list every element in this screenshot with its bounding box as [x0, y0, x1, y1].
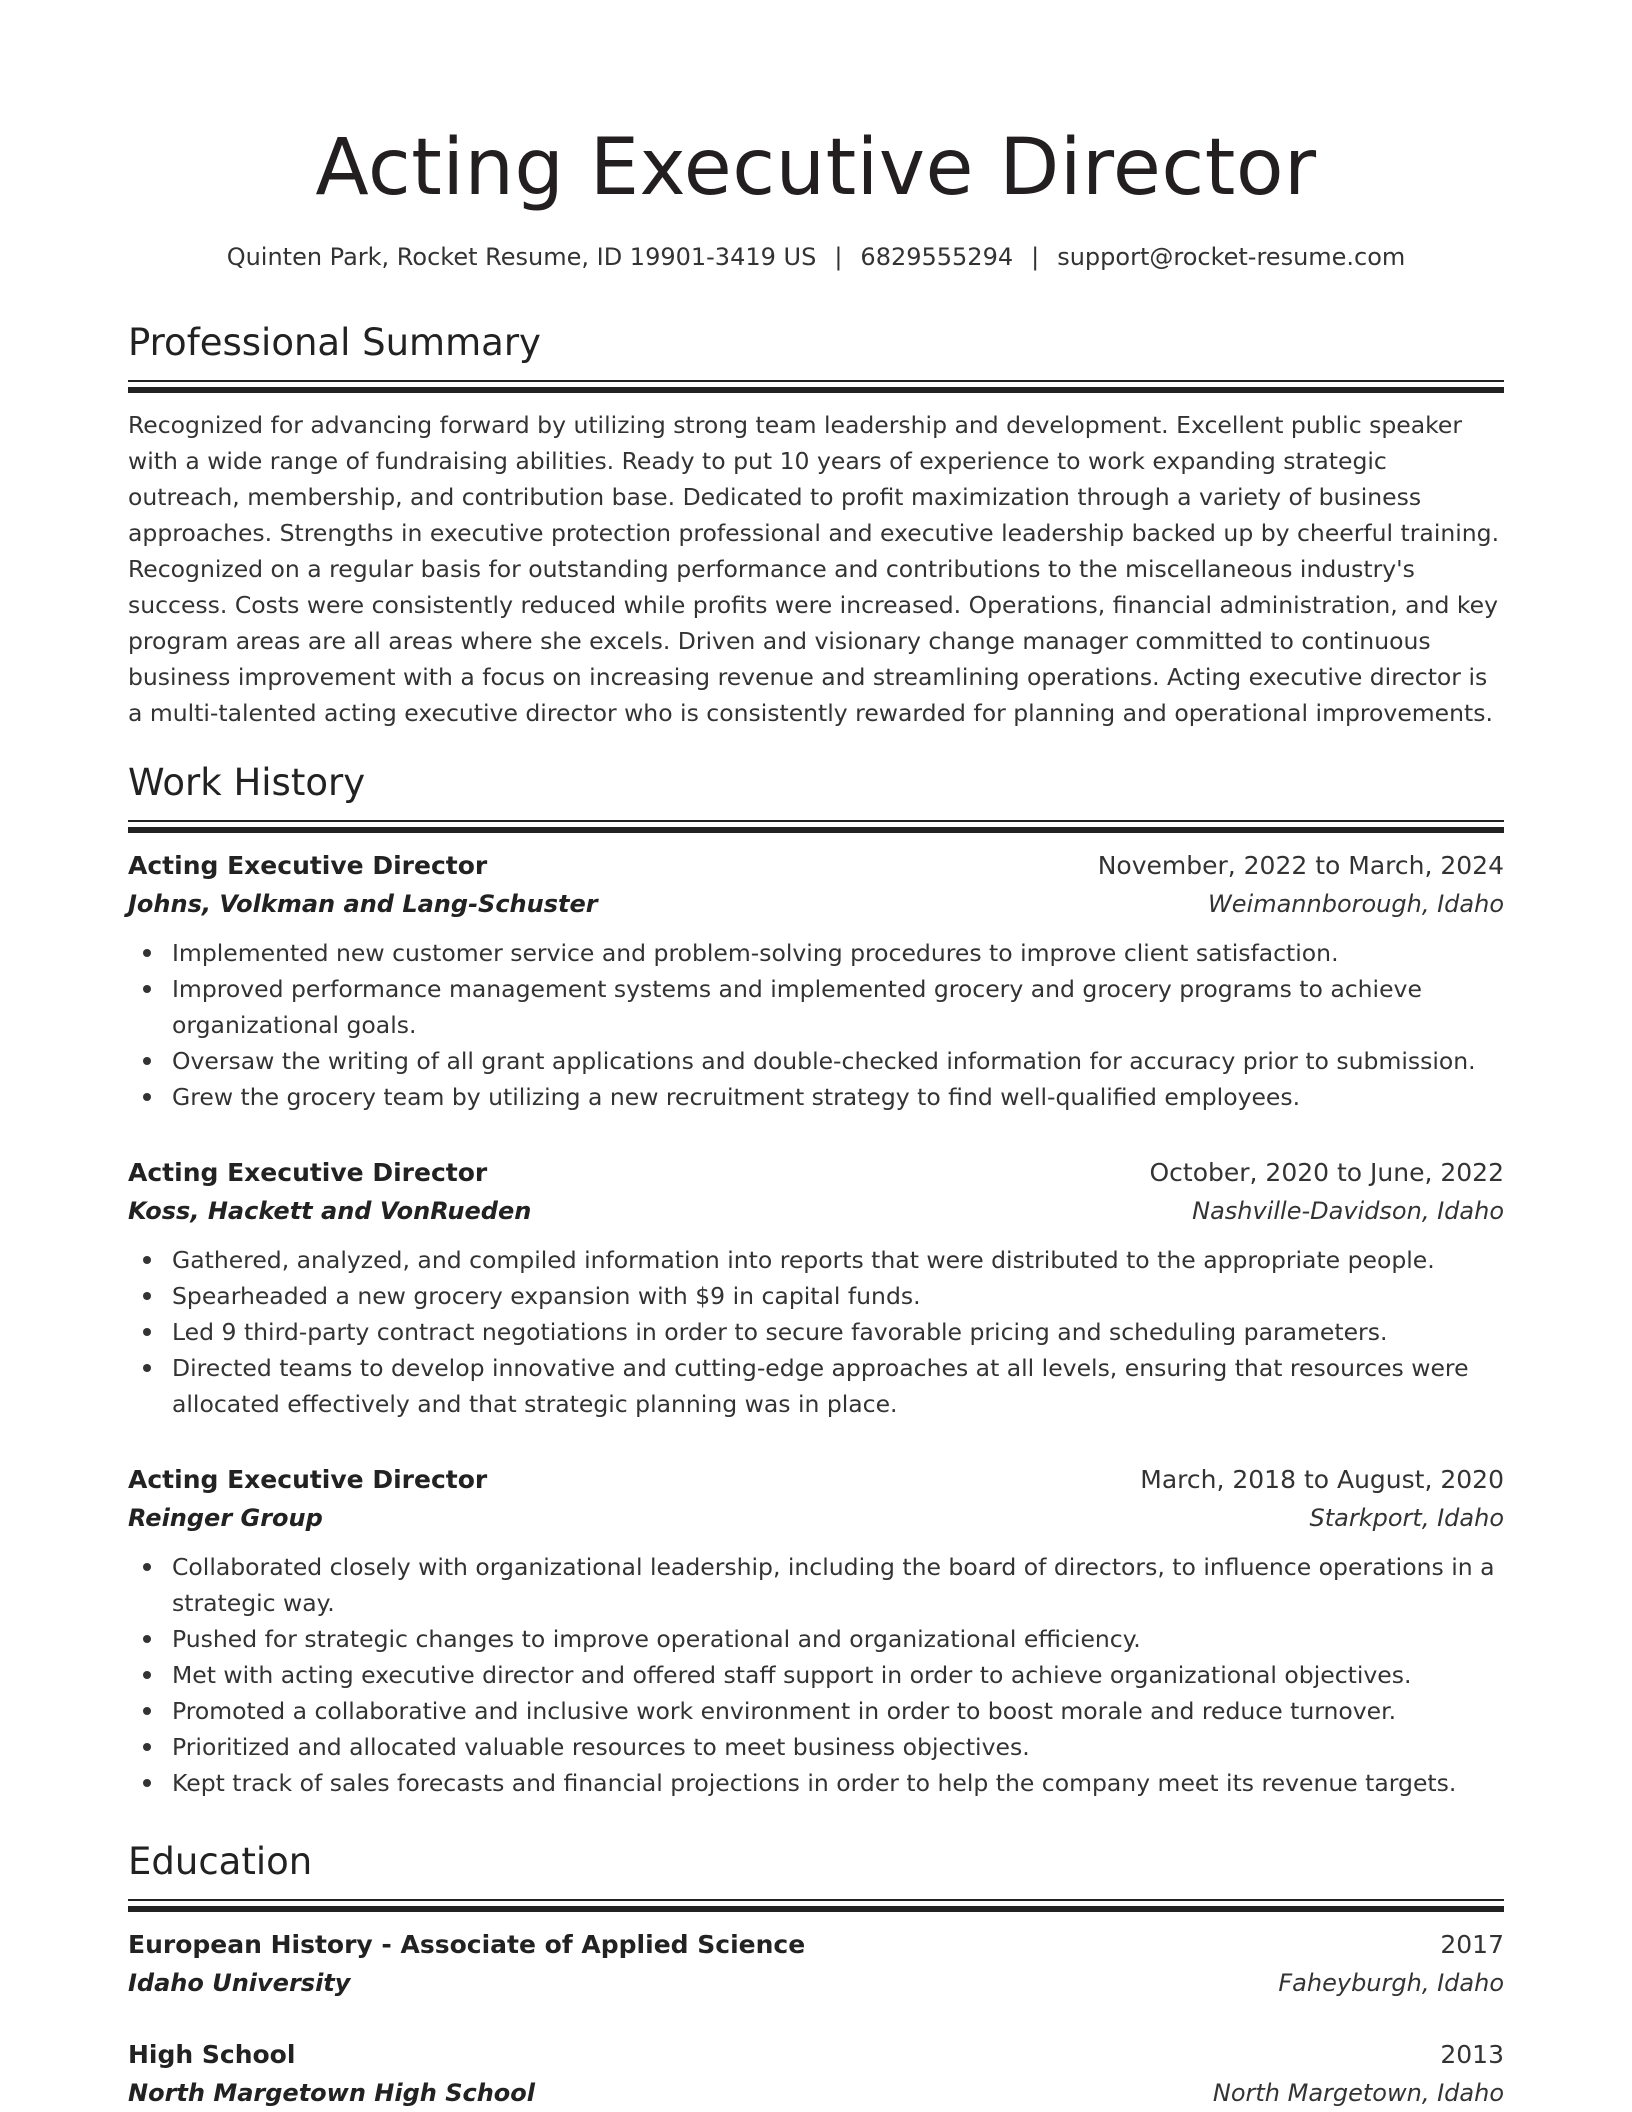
section-divider-thick	[128, 1906, 1504, 1912]
degree-title: High School	[128, 2040, 296, 2069]
job-location: Nashville-Davidson, Idaho	[1192, 1197, 1504, 1225]
job-bullet: Met with acting executive director and offered staff support in order to achieve organizational objectives.	[172, 1657, 1504, 1693]
school-name: Idaho University	[128, 1969, 351, 1997]
education-entry	[128, 2036, 1504, 2112]
section-divider-thick	[128, 387, 1504, 393]
job-bullet: Pushed for strategic changes to improve operational and organizational efficiency.	[172, 1621, 1504, 1657]
job-bullet: Collaborated closely with organizational leadership, including the board of directors, to influence operations in a strategic way.	[172, 1549, 1504, 1621]
section-title: Education	[128, 1840, 313, 1883]
graduation-year: 2017	[1440, 1930, 1504, 1959]
company-name: Koss, Hackett and VonRueden	[128, 1197, 532, 1225]
contact-separator: |	[834, 243, 843, 271]
education-section	[128, 1837, 1504, 1912]
summary-section	[128, 318, 1504, 731]
section-title: Professional Summary	[128, 321, 541, 364]
section-divider-thick	[128, 827, 1504, 833]
section-divider	[128, 380, 1504, 382]
company-name: Reinger Group	[128, 1504, 323, 1532]
summary-text: Recognized for advancing forward by utilizing strong team leadership and development. Excellent public speaker with a wide range of fundraising abilities. Ready to put 10 years of experience to work expanding strategic outreach, membership, and contribution base. Dedicated to profit maximization through a variety of business approaches. Strengths in executive protection professional and executive leadership backed up by cheerful training. Recognized on a regular basis for outstanding performance and contributions to the miscellaneous industry's success. Costs were consistently reduced while profits were increased. Operations, financial administration, and key program areas are all areas where she excels. Driven and visionary change manager committed to continuous business improvement with a focus on increasing revenue and streamlining operations. Acting executive director is a multi-talented acting executive director who is consistently rewarded for planning and operational improvements.	[128, 411, 1500, 727]
job-bullet: Kept track of sales forecasts and financial projections in order to help the company meet its revenue targets.	[172, 1765, 1504, 1801]
job-bullets	[128, 1549, 1504, 1801]
degree-title: European History - Associate of Applied Science	[128, 1930, 806, 1959]
job-bullet: Prioritized and allocated valuable resources to meet business objectives.	[172, 1729, 1504, 1765]
job-bullet: Spearheaded a new grocery expansion with $9 in capital funds.	[172, 1278, 1504, 1314]
job-bullet: Implemented new customer service and problem-solving procedures to improve client satisfaction.	[172, 935, 1504, 971]
section-divider	[128, 820, 1504, 822]
job-entry	[128, 1154, 1504, 1422]
work-history-section	[128, 758, 1504, 833]
company-name: Johns, Volkman and Lang-Schuster	[128, 890, 598, 918]
school-location: North Margetown, Idaho	[1212, 2079, 1504, 2107]
job-title: Acting Executive Director	[128, 1158, 488, 1187]
job-bullet: Improved performance management systems and implemented grocery and grocery programs to achieve organizational goals.	[172, 971, 1504, 1043]
job-location: Weimannborough, Idaho	[1208, 890, 1504, 918]
job-bullet: Directed teams to develop innovative and cutting-edge approaches at all levels, ensuring that resources were allocated effectively and that strategic planning was in place.	[172, 1350, 1504, 1422]
section-divider	[128, 1899, 1504, 1901]
job-location: Starkport, Idaho	[1309, 1504, 1504, 1532]
job-entry	[128, 847, 1504, 1115]
job-entry	[128, 1461, 1504, 1801]
job-title: Acting Executive Director	[128, 851, 488, 880]
job-bullets	[128, 935, 1504, 1115]
education-entry	[128, 1926, 1504, 2002]
graduation-year: 2013	[1440, 2040, 1504, 2069]
job-bullet: Oversaw the writing of all grant applications and double-checked information for accuracy prior to submission.	[172, 1043, 1504, 1079]
job-bullets	[128, 1242, 1504, 1422]
contact-line	[128, 238, 1504, 276]
section-title: Work History	[128, 761, 366, 804]
contact-email: support@rocket-resume.com	[1057, 243, 1406, 271]
job-dates: November, 2022 to March, 2024	[1097, 851, 1504, 880]
job-dates: October, 2020 to June, 2022	[1149, 1158, 1504, 1187]
job-bullet: Gathered, analyzed, and compiled information into reports that were distributed to the appropriate people.	[172, 1242, 1504, 1278]
resume-name: Acting Executive Director	[315, 123, 1317, 213]
school-name: North Margetown High School	[128, 2079, 536, 2107]
job-dates: March, 2018 to August, 2020	[1140, 1465, 1504, 1494]
contact-separator: |	[1031, 243, 1040, 271]
job-bullet: Promoted a collaborative and inclusive work environment in order to boost morale and reduce turnover.	[172, 1693, 1504, 1729]
job-bullet: Led 9 third-party contract negotiations in order to secure favorable pricing and scheduling parameters.	[172, 1314, 1504, 1350]
school-location: Faheyburgh, Idaho	[1278, 1969, 1504, 1997]
contact-address: Quinten Park, Rocket Resume, ID 19901-3419 US	[226, 243, 817, 271]
job-title: Acting Executive Director	[128, 1465, 488, 1494]
contact-phone: 6829555294	[860, 243, 1014, 271]
job-bullet: Grew the grocery team by utilizing a new recruitment strategy to find well-qualified employees.	[172, 1079, 1504, 1115]
